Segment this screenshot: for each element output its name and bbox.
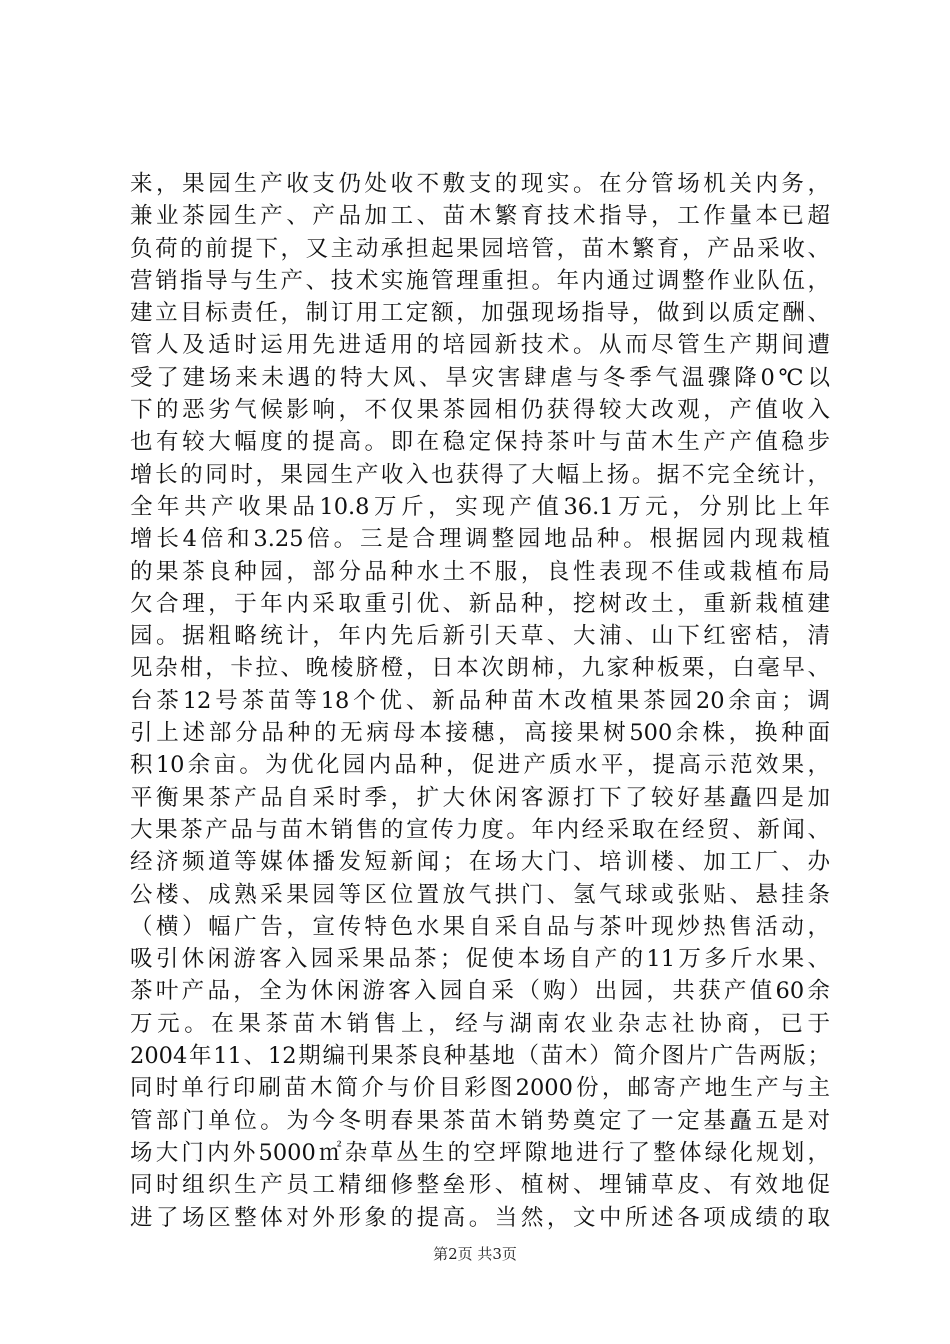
text-line: 管部门单位。为今冬明春果茶苗木销势奠定了一定基矗五是对 [130, 1107, 830, 1134]
text-line: 平衡果茶产品自采时季，扩大休闲客源打下了较好基矗四是加 [130, 784, 830, 811]
text-line: 台茶12号茶苗等18个优、新品种苗木改植果茶园20余亩；调 [130, 687, 830, 714]
text-line: 经济频道等媒体播发短新闻；在场大门、培训楼、加工厂、办 [130, 849, 830, 876]
text-line: 进了场区整体对外形象的提高。当然，文中所述各项成绩的取 [130, 1204, 830, 1231]
text-line: 同时单行印刷苗木简介与价目彩图2000份，邮寄产地生产与主 [130, 1075, 830, 1102]
text-line: 吸引休闲游客入园采果品茶；促使本场自产的11万多斤水果、 [130, 946, 830, 973]
text-line: 见杂柑，卡拉、晚棱脐橙，日本次朗柿，九家种板栗，白毫早、 [130, 655, 830, 682]
text-line: 的果茶良种园，部分品种水土不服，良性表现不佳或栽植布局 [130, 558, 830, 585]
text-line: 园。据粗略统计，年内先后新引天草、大浦、山下红密桔，清 [130, 623, 830, 650]
text-line: 大果茶产品与苗木销售的宣传力度。年内经采取在经贸、新闻、 [130, 816, 830, 843]
text-line: 引上述部分品种的无病母本接穗，高接果树500余株，换种面 [130, 720, 830, 747]
text-line: 2004年11、12期编刊果茶良种基地（苗木）简介图片广告两版； [130, 1043, 830, 1070]
text-line: 下的恶劣气候影响，不仅果茶园相仍获得较大改观，产值收入 [130, 397, 830, 424]
body-text [130, 168, 830, 1234]
text-line: 同时组织生产员工精细修整垒形、植树、埋铺草皮、有效地促 [130, 1172, 830, 1199]
text-line: 增长的同时，果园生产收入也获得了大幅上扬。据不完全统计， [130, 461, 830, 488]
text-line: 全年共产收果品10.8万斤，实现产值36.1万元，分别比上年 [130, 493, 830, 520]
text-line: 来，果园生产收支仍处收不敷支的现实。在分管场机关内务， [130, 171, 830, 197]
text-line: 管人及适时运用先进适用的培园新技术。从而尽管生产期间遭 [130, 332, 830, 359]
text-line: 场大门内外5000㎡杂草丛生的空坪隙地进行了整体绿化规划， [130, 1139, 830, 1166]
text-line: 建立目标责任，制订用工定额，加强现场指导，做到以质定酬、 [130, 300, 830, 327]
text-line: 公楼、成熟采果园等区位置放气拱门、氢气球或张贴、悬挂条 [130, 881, 830, 908]
text-line: 欠合理，于年内采取重引优、新品种，挖树改土，重新栽植建 [130, 590, 830, 617]
text-line: 营销指导与生产、技术实施管理重担。年内通过调整作业队伍， [130, 267, 830, 294]
page-footer: 第2页 共3页 [433, 1245, 517, 1263]
text-line: 兼业茶园生产、产品加工、苗木繁育技术指导，工作量本已超 [130, 203, 830, 230]
text-line: （横）幅广告，宣传特色水果自采自品与茶叶现炒热售活动， [130, 913, 830, 940]
text-line: 受了建场来未遇的特大风、旱灾害肆虐与冬季气温骤降0℃以 [130, 364, 830, 391]
text-line: 积10余亩。为优化园内品种，促进产质水平，提高示范效果， [130, 752, 830, 779]
text-line: 负荷的前提下，又主动承担起果园培管，苗木繁育，产品采收、 [130, 235, 830, 262]
text-line: 也有较大幅度的提高。即在稳定保持茶叶与苗木生产产值稳步 [130, 429, 830, 456]
text-line: 增长4倍和3.25倍。三是合理调整园地品种。根据园内现栽植 [130, 526, 830, 553]
text-line: 茶叶产品，全为休闲游客入园自采（购）出园，共获产值60余 [130, 978, 830, 1005]
text-line: 万元。在果茶苗木销售上，经与湖南农业杂志社协商，已于 [130, 1010, 830, 1037]
